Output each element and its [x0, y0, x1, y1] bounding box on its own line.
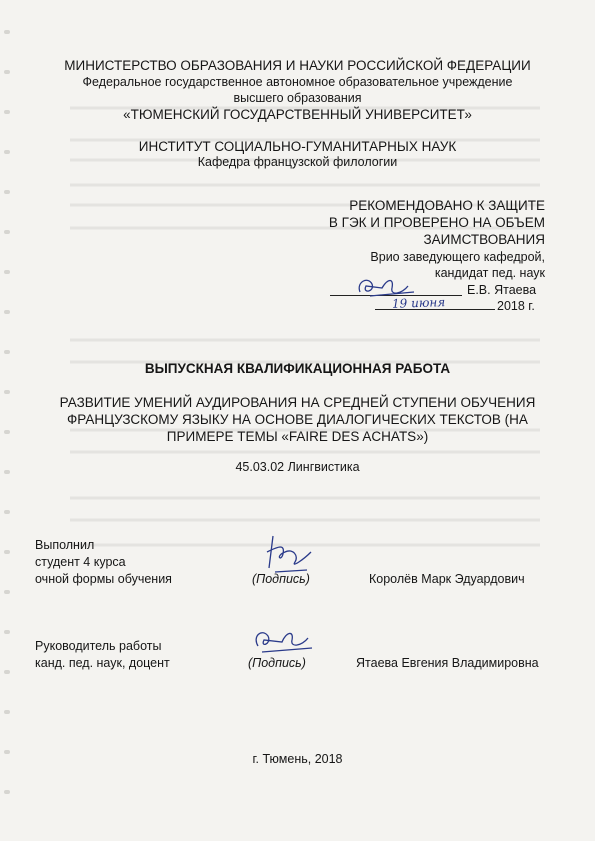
specialty-code: 45.03.02 Лингвистика [235, 460, 360, 474]
supervisor-label-1: Руководитель работы [35, 639, 162, 653]
approval-line-2: В ГЭК И ПРОВЕРЕНО НА ОБЪЕМ [328, 215, 545, 230]
head-name: Е.В. Ятаева [467, 283, 537, 297]
department-name: Кафедра французской филологии [197, 155, 398, 169]
student-name: Королёв Марк Эдуардович [369, 572, 525, 586]
approval-head-position: Врио заведующего кафедрой, [370, 250, 545, 264]
supervisor-name: Ятаева Евгения Владимировна [356, 656, 539, 670]
supervisor-label-2: канд. пед. наук, доцент [35, 656, 170, 670]
work-title-line-2: ФРАНЦУЗСКОМУ ЯЗЫКУ НА ОСНОВЕ ДИАЛОГИЧЕСКИХ ТЕКСТОВ (НА [67, 412, 528, 427]
work-type: ВЫПУСКНАЯ КВАЛИФИКАЦИОННАЯ РАБОТА [144, 361, 451, 376]
student-signature [255, 532, 325, 576]
supervisor-signature-caption: (Подпись) [248, 656, 306, 670]
ministry-name: МИНИСТЕРСТВО ОБРАЗОВАНИЯ И НАУКИ РОССИЙСКОЙ ФЕДЕРАЦИИ [64, 58, 531, 73]
student-label-2: студент 4 курса [35, 555, 126, 569]
institute-name: ИНСТИТУТ СОЦИАЛЬНО-ГУМАНИТАРНЫХ НАУК [138, 139, 457, 154]
institution-line-2: высшего образования [233, 91, 362, 105]
approval-head-degree: кандидат пед. наук [434, 266, 545, 280]
work-title-line-1: РАЗВИТИЕ УМЕНИЙ АУДИРОВАНИЯ НА СРЕДНЕЙ СТУПЕНИ ОБУЧЕНИЯ [59, 395, 536, 410]
approval-line-1: РЕКОМЕНДОВАНО К ЗАЩИТЕ [349, 198, 545, 213]
bleed-through-texture [70, 100, 550, 560]
handwritten-date: 19 июня [391, 295, 446, 311]
approval-year: 2018 г. [497, 299, 535, 313]
institution-line-1: Федеральное государственное автономное образовательное учреждение [82, 75, 513, 89]
student-label-1: Выполнил [35, 538, 95, 552]
student-label-3: очной формы обучения [35, 572, 172, 586]
approval-line-3: ЗАИМСТВОВАНИЯ [423, 232, 545, 247]
university-name: «ТЮМЕНСКИЙ ГОСУДАРСТВЕННЫЙ УНИВЕРСИТЕТ» [123, 107, 472, 122]
student-signature-caption: (Подпись) [252, 572, 310, 586]
city-year: г. Тюмень, 2018 [252, 752, 343, 766]
supervisor-signature [248, 622, 318, 658]
work-title-line-3: ПРИМЕРЕ ТЕМЫ «FAIRE DES ACHATS») [166, 429, 429, 444]
